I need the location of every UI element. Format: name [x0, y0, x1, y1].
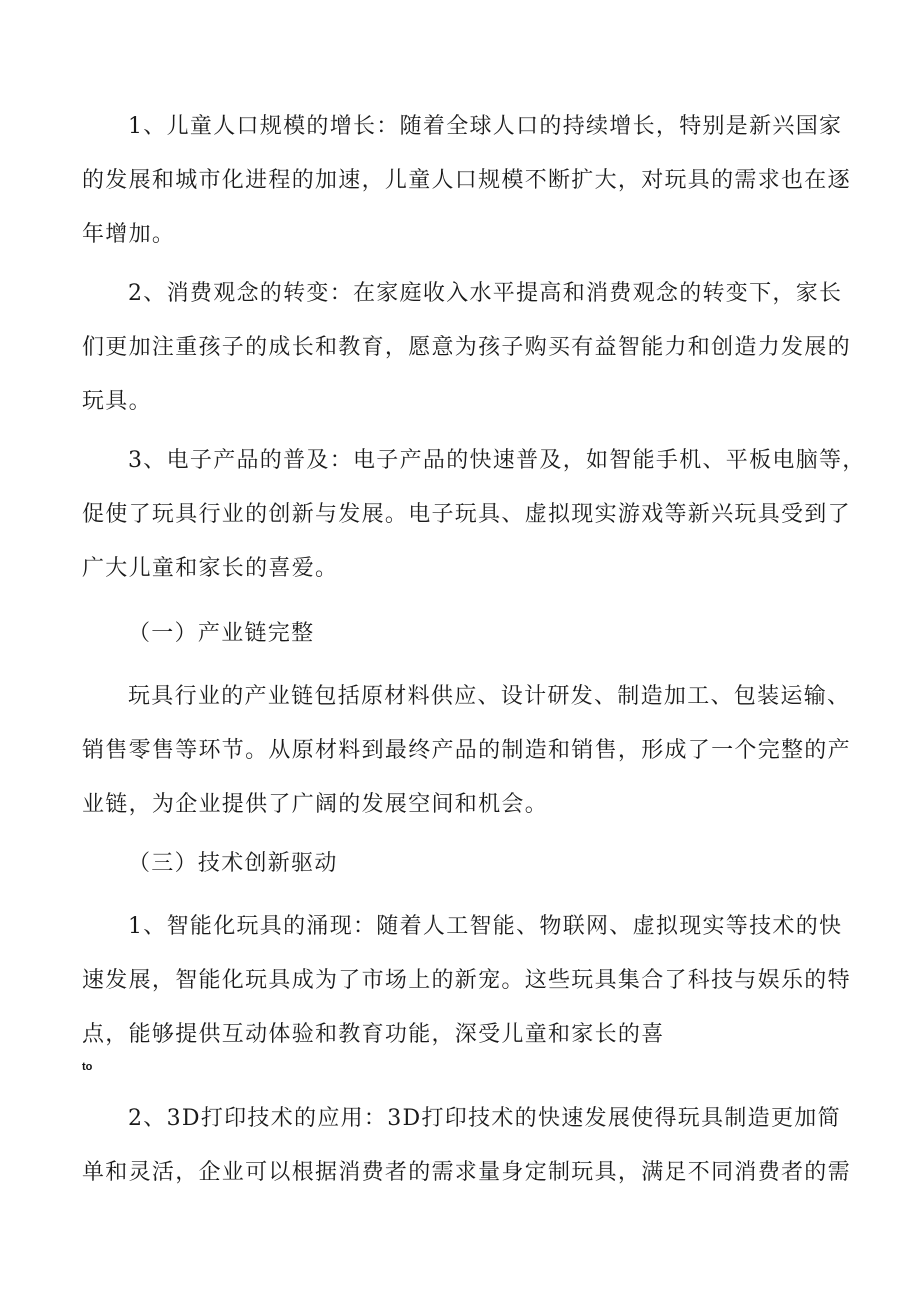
- paragraph-5-line-2: 速发展，智能化玩具成为了市场上的新宠。这些玩具集合了科技与娱乐的特: [82, 968, 851, 993]
- paragraph-4-line-3: 业链，为企业提供了广阔的发展空间和机会。: [82, 792, 549, 817]
- stray-text: to: [82, 1061, 93, 1073]
- paragraph-6-line-2: 单和灵活，企业可以根据消费者的需求量身定制玩具，满足不同消费者的需: [82, 1160, 851, 1185]
- paragraph-1-line-2: 的发展和城市化进程的加速，儿童人口规模不断扩大，对玩具的需求也在逐: [82, 168, 851, 193]
- paragraph-2-line-2: 们更加注重孩子的成长和教育，愿意为孩子购买有益智能力和创造力发展的: [82, 335, 851, 360]
- paragraph-5-line-3: 点，能够提供互动体验和教育功能，深受儿童和家长的喜: [82, 1022, 665, 1047]
- section-heading-tech-innovation: （三）技术创新驱动: [128, 851, 338, 876]
- section-heading-industry-chain: （一）产业链完整: [128, 621, 315, 646]
- paragraph-3-line-3: 广大儿童和家长的喜爱。: [82, 556, 339, 581]
- paragraph-1-line-3: 年增加。: [82, 222, 176, 247]
- paragraph-5-line-1: 1、智能化玩具的涌现：随着人工智能、物联网、虚拟现实等技术的快: [128, 914, 843, 939]
- paragraph-4-line-2: 销售零售等环节。从原材料到最终产品的制造和销售，形成了一个完整的产: [82, 738, 851, 763]
- paragraph-1-line-1: 1、儿童人口规模的增长：随着全球人口的持续增长，特别是新兴国家: [128, 114, 843, 139]
- paragraph-3-line-2: 促使了玩具行业的创新与发展。电子玩具、虚拟现实游戏等新兴玩具受到了: [82, 502, 851, 527]
- paragraph-3-line-1: 3、电子产品的普及：电子产品的快速普及，如智能手机、平板电脑等，: [128, 448, 866, 473]
- paragraph-4-line-1: 玩具行业的产业链包括原材料供应、设计研发、制造加工、包装运输、: [128, 684, 851, 709]
- paragraph-6-line-1: 2、3D打印技术的应用：3D打印技术的快速发展使得玩具制造更加简: [128, 1106, 841, 1131]
- paragraph-2-line-3: 玩具。: [82, 389, 152, 414]
- paragraph-2-line-1: 2、消费观念的转变：在家庭收入水平提高和消费观念的转变下，家长: [128, 281, 843, 306]
